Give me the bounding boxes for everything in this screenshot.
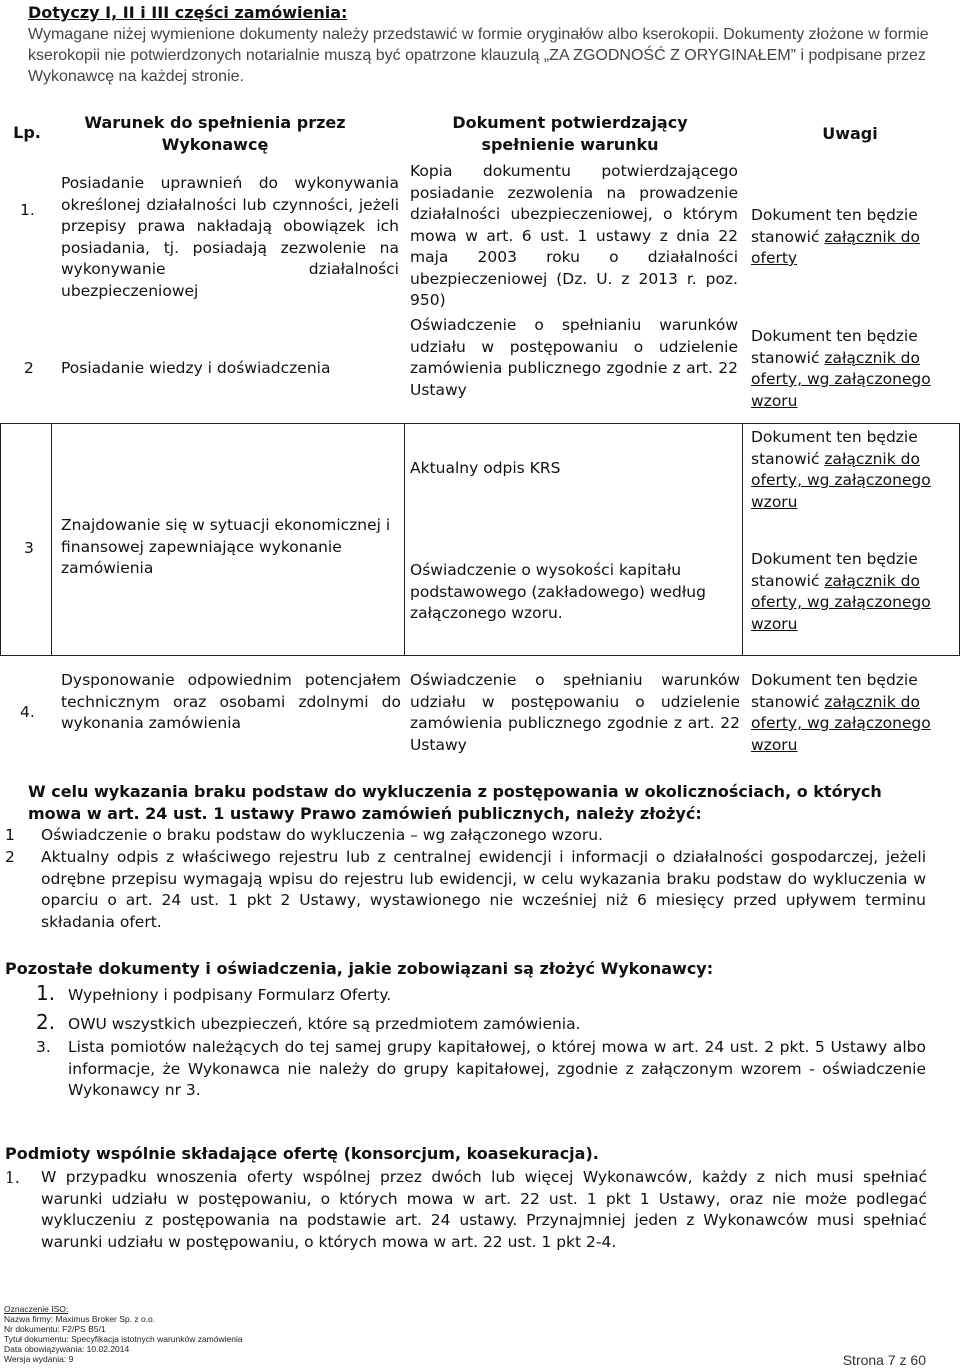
row-2-notes: Dokument ten będzie stanowić załącznik do oferty, wg załączonego wzoru [751,327,931,410]
attachment-link: załącznik do oferty, wg załączonego wzoru [751,692,931,754]
other-heading: Pozostałe dokumenty i oświadczenia, jakie zobowiązani są złożyć Wykonawcy: [5,959,714,978]
row-3-document-a: Aktualny odpis KRS [410,459,561,477]
footer-iso-label: Oznaczenie ISO: [4,1304,69,1314]
other-num-2: 2. [36,1010,56,1034]
page-number: Strona 7 z 60 [842,1352,926,1368]
attachment-link: załącznik do oferty [751,227,920,267]
other-item-3: Lista pomiotów należących do tej samej grupy kapitałowej, o której mowa w art. 24 ust. 2 pkt. 5 Ustawy albo informacje, że Wykonawca nie należy do grupy kapitałowej, zgodnie z załączonym wzorem - oświadczenie Wykonawcy nr 3. [68,1038,926,1099]
header-notes: Uwagi [822,124,878,143]
footer-company: Nazwa firmy: Maximus Broker Sp. z o.o. [4,1314,156,1324]
exclusion-num-1: 1 [5,826,15,844]
section-title: Dotyczy I, II i III części zamówienia: [28,3,348,22]
header-lp: Lp. [13,123,41,142]
footer-doc-no: Nr dokumentu: F2/PS B5/1 [4,1324,106,1334]
header-document: Dokument potwierdzający spełnienie warunku [452,113,688,154]
exclusion-item-1: Oświadczenie o braku podstaw do wykluczenia – wg załączonego wzoru. [41,826,603,844]
exclusion-item-2: Aktualny odpis z właściwego rejestru lub z centralnej ewidencji i informacji o działalności gospodarczej, jeżeli odrębne przepisu wymagają wpisu do rejestru lub ewidencji, w celu wykazania braku podstaw do wykluczenia w oparciu o art. 24 ust. 1 pkt 2 Ustawy, wystawionego nie wcześniej niż 6 miesięcy przed upływem terminu składania ofert. [41,848,926,931]
table-border [742,423,743,656]
header-condition: Warunek do spełnienia przez Wykonawcę [84,113,346,154]
row-2-document: Oświadczenie o spełnianiu warunków udziału w postępowaniu o udzielenie zamówienia publicznego zgodnie z art. 22 Ustawy [410,316,738,399]
row-4-condition: Dysponowanie odpowiednim potencjałem technicznym oraz osobami zdolnymi do wykonania zamówienia [61,671,401,732]
attachment-link: załącznik do oferty, wg załączonego wzoru [751,571,931,633]
consortium-num-1: 1. [5,1169,20,1187]
row-3-lp: 3 [24,539,34,557]
footer-valid-date: Data obowiązywania: 10.02.2014 [4,1344,130,1354]
row-4-notes: Dokument ten będzie stanowić załącznik do oferty, wg załączonego wzoru [751,671,931,754]
other-item-1: Wypełniony i podpisany Formularz Oferty. [68,986,392,1004]
footer-doc-title: Tytuł dokumentu: Specyfikacja istotnych warunków zamówienia [4,1334,243,1344]
attachment-link: załącznik do oferty, wg załączonego wzoru [751,449,931,511]
consortium-heading: Podmioty wspólnie składające ofertę (konsorcjum, koasekuracja). [5,1144,599,1163]
row-3-notes-a: Dokument ten będzie stanowić załącznik do oferty, wg załączonego wzoru [751,428,931,511]
other-num-3: 3. [36,1038,51,1056]
table-border [51,423,52,656]
footer-version: Wersja wydania: 9 [4,1354,74,1364]
row-4-document: Oświadczenie o spełnianiu warunków udziału w postępowaniu o udzielenie zamówienia publicznego zgodnie z art. 22 Ustawy [410,671,740,754]
other-item-2: OWU wszystkich ubezpieczeń, które są przedmiotem zamówienia. [68,1015,581,1033]
row-2-lp: 2 [24,359,34,377]
row-1-notes: Dokument ten będzie stanowić załącznik do oferty [751,206,920,267]
table-border [404,423,405,656]
consortium-item-1: W przypadku wnoszenia oferty wspólnej przez dwóch lub więcej Wykonawców, każdy z nich musi spełniać warunki udziału w postępowaniu, o których mowa w art. 22 ust. 1 pkt 1 Ustawy, oraz nie może podlegać wykluczeniu z postępowania na podstawie art. 24 ustawy. Przynajmniej jeden z Wykonawców musi spełniać warunki udziału w postępowaniu, o których mowa w art. 22 ust. 1 pkt 2-4. [41,1168,927,1251]
row-2-condition: Posiadanie wiedzy i doświadczenia [61,359,331,377]
intro-paragraph: Wymagane niżej wymienione dokumenty należy przedstawić w formie oryginałów albo kserokopii. Dokumenty złożone w formie kserokopii nie potwierdzonych notarialnie muszą być opatrzone klauzulą „ZA ZGODNOŚĆ Z ORYGINAŁEM” i podpisane przez Wykonawcę na każdej stronie. [28,26,929,85]
row-4-lp: 4. [20,703,35,721]
row-3-notes-b: Dokument ten będzie stanowić załącznik do oferty, wg załączonego wzoru [751,550,931,633]
table-divider [0,655,960,656]
exclusion-num-2: 2 [5,848,15,866]
table-divider [0,423,960,424]
attachment-link: załącznik do oferty, wg załączonego wzoru [751,348,931,410]
table-border [0,423,1,656]
row-3-condition: Znajdowanie się w sytuacji ekonomicznej i finansowej zapewniające wykonanie zamówienia [61,516,391,577]
row-1-condition: Posiadanie uprawnień do wykonywania określonej działalności lub czynności, jeżeli przepisy prawa nakładają obowiązek ich posiadania, tj. posiadają zezwolenie na wykonywanie działalności ubezpieczeniowej [61,174,399,300]
row-1-lp: 1. [20,201,35,219]
row-3-document-b: Oświadczenie o wysokości kapitału podstawowego (zakładowego) według załączonego wzoru. [410,561,706,622]
row-1-document: Kopia dokumentu potwierdzającego posiadanie zezwolenia na prowadzenie działalności ubezpieczeniowej, o którym mowa w art. 6 ust. 1 ustawy z dnia 22 maja 2003 roku o działalności ubezpieczeniowej (Dz. U. z 2013 r. poz. 950) [410,162,738,309]
other-num-1: 1. [36,981,56,1005]
exclusion-heading: W celu wykazania braku podstaw do wykluczenia z postępowania w okolicznościach, o których mowa w art. 24 ust. 1 ustawy Prawo zamówień publicznych, należy złożyć: [28,782,882,823]
